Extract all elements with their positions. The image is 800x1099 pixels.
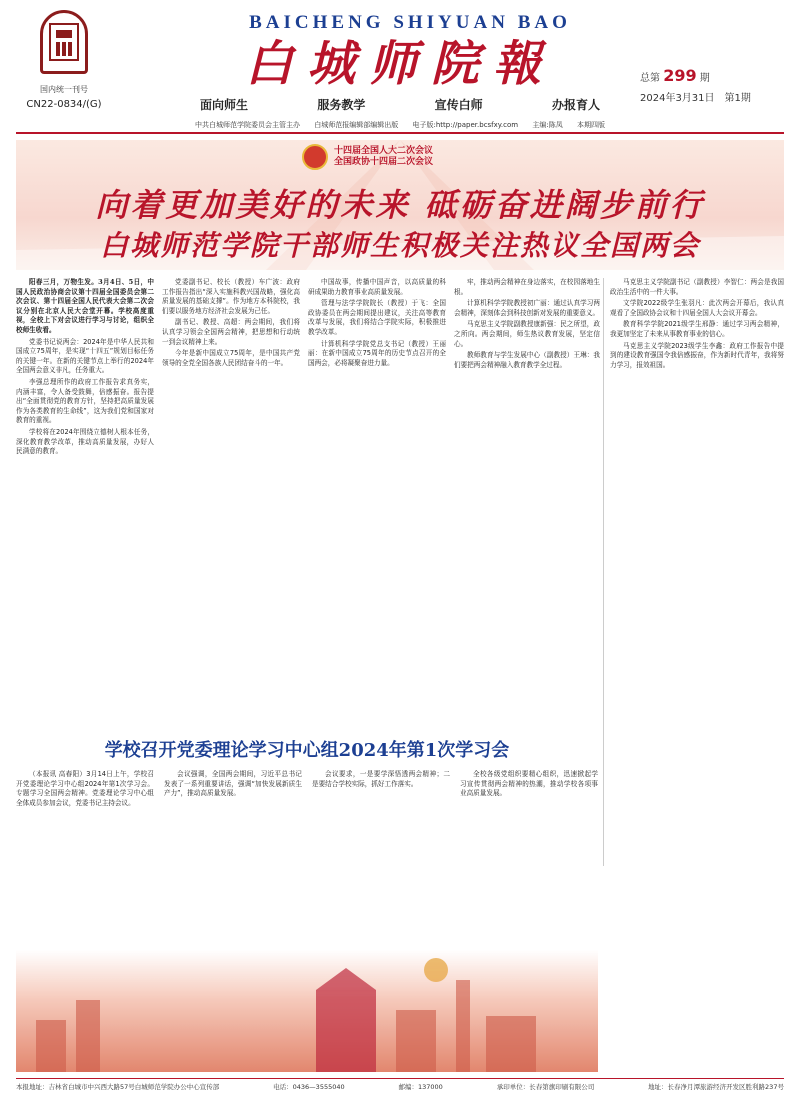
- pages-text: 本期四版: [576, 121, 605, 129]
- second-article-headline: 学校召开党委理论学习中心组2024年第1次学习会: [104, 740, 510, 761]
- paragraph: 管理与法学学院院长（教授）于飞：全国政协委员在两会期间提出建议，关注高等教育改革与发展，我们将结合学院实际，积极推进教学改革。: [308, 299, 446, 336]
- editor-text: 主编:陈凤: [532, 121, 563, 129]
- paragraph: 计算机科学学院党总支书记（教授）王丽丽：在新中国成立75周年的历史节点召开的全国两会，必将凝聚奋进力量。: [308, 339, 446, 367]
- paragraph: 中国故事，传播中国声音，以高质量的科研成果助力教育事业高质量发展。: [308, 278, 446, 296]
- paragraph: 马克思主义学院2023级学生李鑫：政府工作报告中提到的建设教育强国令我倍感振奋，作为新时代青年，我将努力学习，报效祖国。: [610, 341, 784, 369]
- slogan: 宣传白师: [434, 98, 483, 112]
- congress-label: [334, 146, 433, 168]
- headline-banner: [16, 140, 784, 270]
- footer-phone: 电话：0436—3555040: [273, 1083, 345, 1091]
- sub-headline: 白城师范学院干部师生积极关注热议全国两会: [99, 229, 700, 262]
- footer-printer: 承印单位：长春第旗印刷有限公司: [496, 1083, 595, 1091]
- slogan: 办报育人: [551, 98, 600, 112]
- paragraph: 牢，推动两会精神在身边落实，在校园落地生根。: [454, 278, 600, 296]
- website-link[interactable]: 电子版:http://paper.bcsfxy.com: [412, 121, 519, 129]
- footer-printer-address: 地址：长春净月潭旅游经济开发区胜利路237号: [648, 1083, 784, 1091]
- paragraph: 学校将在2024年围绕立德树人根本任务，深化教育教学改革，推动高质量发展，办好人民满意的教育。: [16, 427, 154, 456]
- sponsor-text: 白城师范报编辑部编辑出版: [314, 121, 399, 129]
- paragraph: 文学院2022级学生张羽凡：此次两会开幕后，我认真观看了全国政协会议和十四届全国人大会议开幕会。: [610, 299, 784, 317]
- slogans: [200, 96, 600, 113]
- issue-date: 2024年3月31日 第1期: [640, 93, 751, 104]
- article-lead: 阳春三月，万物生发。3月4日、5日，中国人民政治协商会议第十四届全国委员会第二次会议、第十四届全国人民代表大会第二次会议分别在北京人民大会堂开幕。学校高度重视，全校上下对会议进行学习与讨论，组织全校师生收看。: [16, 278, 154, 334]
- paragraph: 会议要求，一是要学深悟透两会精神；二是要结合学校实际，抓好工作落实。: [312, 770, 450, 788]
- paragraph: 今年是新中国成立75周年，是中国共产党领导的全党全国各族人民团结奋斗的一年。: [162, 349, 300, 367]
- newspaper-title: 白城师院報: [244, 36, 555, 92]
- slogan: 服务教学: [317, 98, 366, 112]
- right-article-column: [610, 278, 784, 1072]
- paragraph: 党委书记说两会：2024年是中华人民共和国成立75周年，是实现“十四五”规划目标任务的关键一年。在新的关键节点上举行的2024年全国两会意义非凡，任务重大。: [16, 337, 154, 375]
- issue-info: [640, 66, 790, 104]
- divider: [16, 132, 784, 134]
- footer-address: 本报地址：吉林省白城市中兴西大路57号白城师范学院办公中心宣传部: [16, 1083, 220, 1091]
- school-logo: [40, 10, 88, 74]
- sponsor-line: [0, 120, 800, 130]
- main-headline: 向着更加美好的未来 砥砺奋进阔步前行: [95, 186, 705, 224]
- paragraph: 党委副书记、校长（教授）车广波：政府工作报告指出“深入实施科教兴国战略，强化高质量发展的基础支撑”。作为地方本科院校，我们要以服务地方经济社会发展为己任。: [162, 278, 300, 315]
- congress-line: 十四届全国人大二次会议: [334, 146, 434, 156]
- paragraph: 会议强调，全国两会期间，习近平总书记发表了一系列重要讲话，强调“加快发展新质生产力”，推动高质量发展。: [164, 770, 302, 798]
- article-column: [162, 278, 300, 728]
- column-divider: [603, 278, 604, 866]
- masthead: [0, 0, 800, 140]
- issue-prefix: 总第: [640, 73, 660, 84]
- congress-line: 全国政协十四届二次会议: [334, 157, 434, 167]
- article-column: [312, 770, 450, 1070]
- sponsor-text: 中共白城师范学院委员会主管主办: [195, 121, 301, 129]
- article-column: [454, 278, 600, 728]
- national-emblem-icon: [302, 144, 328, 170]
- serial-info: [14, 84, 114, 110]
- paragraph: 马克思主义学院副书记（副教授）李智仁：两会是我国政治生活中的一件大事。: [610, 278, 784, 296]
- slogan: 面向师生: [200, 98, 249, 112]
- paragraph: 马克思主义学院副教授康新强：民之所望，政之所向。两会期间，师生热议教育发展，坚定信心。: [454, 320, 600, 348]
- paragraph: （本报讯 高春阳）3月14日上午，学校召开党委理论学习中心组2024年第1次学习会。专题学习全国两会精神。党委理论学习中心组全体成员参加会议，党委书记主持会议。: [16, 770, 154, 807]
- article-column: [164, 770, 302, 1070]
- issue-number: 299: [663, 66, 697, 85]
- paragraph: 教育科学学院2021级学生邢静：通过学习两会精神，我更加坚定了未来从事教育事业的信心。: [610, 320, 784, 338]
- school-emblem-icon: [46, 18, 82, 66]
- pinyin-title: BAICHENG SHIYUAN BAO: [249, 12, 571, 33]
- footer: [16, 1082, 784, 1091]
- article-column: [16, 770, 154, 1070]
- second-article-body: [16, 770, 598, 1070]
- paragraph: 副书记、教授、高超：两会期间，我们将认真学习领会全国两会精神，把思想和行动统一到会议精神上来。: [162, 318, 300, 346]
- article-column: [16, 278, 154, 728]
- footer-postcode: 邮编：137000: [398, 1083, 443, 1091]
- footer-divider: [16, 1078, 784, 1079]
- serial-number: CN22-0834/(G): [26, 99, 102, 110]
- paragraph: 李强总理所作的政府工作报告求真务实，内涵丰富，令人备受鼓舞，倍感振奋。报告提出“全面贯彻党的教育方针，坚持把高质量发展作为各类教育的生命线”，这为我们党和国家对教育的重视。: [16, 377, 154, 425]
- article-column: [308, 278, 446, 728]
- paragraph: 教师教育与学生发展中心（副教授）王琳：我们要把两会精神融入教育教学全过程。: [454, 351, 600, 369]
- article-column: [460, 770, 598, 1070]
- paragraph: 计算机科学学院教授初广丽：通过认真学习两会精神，深刻体会到科技创新对发展的重要意义。: [454, 299, 600, 317]
- issue-number-line: [640, 66, 790, 85]
- paragraph: 全校各级党组织要精心组织，迅速掀起学习宣传贯彻两会精神的热潮，推动学校各项事业高质量发展。: [460, 770, 598, 798]
- serial-label: 国内统一刊号: [40, 85, 88, 94]
- issue-suffix: 期: [699, 73, 710, 84]
